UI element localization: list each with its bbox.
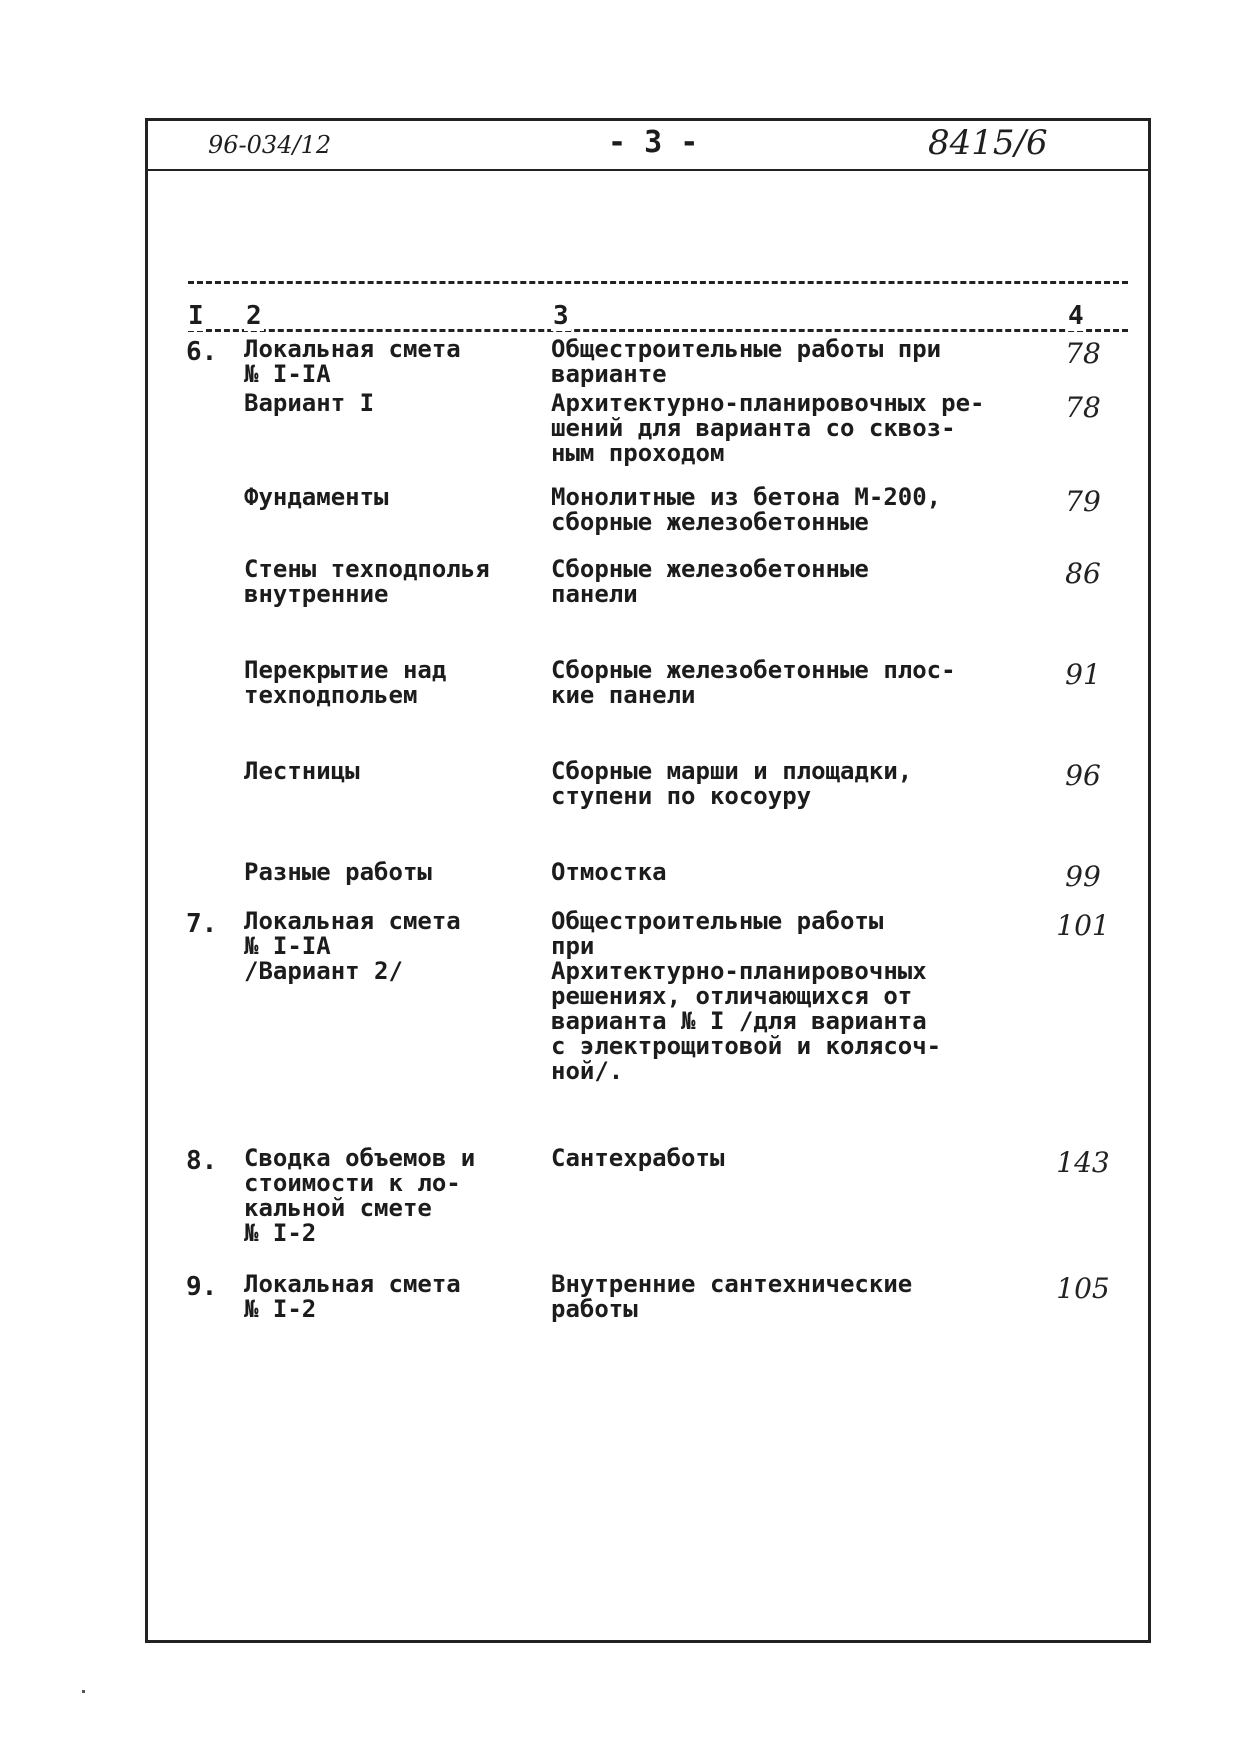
scan-speck — [82, 1690, 85, 1693]
row-description: Сантехработы — [551, 1144, 725, 1172]
column-header-4: 4 — [1068, 301, 1084, 331]
row-name: Лестницы — [244, 757, 360, 785]
row-description: Отмостка — [551, 858, 667, 886]
header-doc-number: 8415/6 — [928, 123, 1048, 163]
row-page: 143 — [1056, 1146, 1110, 1179]
row-description: Сборные железобетонные плос- кие панели — [551, 656, 956, 709]
row-name: Локальная смета № I-IA — [244, 335, 461, 388]
row-page: 105 — [1056, 1272, 1110, 1305]
row-description: Сборные марши и площадки, ступени по косоуру — [551, 757, 913, 810]
row-page: 96 — [1065, 759, 1101, 792]
row-page: 99 — [1065, 860, 1101, 893]
row-page: 91 — [1065, 658, 1101, 691]
row-number: 7. — [186, 909, 218, 939]
row-description: Внутренние сантехнические работы — [551, 1270, 913, 1323]
column-header-1: I — [188, 301, 204, 331]
row-page: 79 — [1065, 485, 1101, 518]
row-page: 86 — [1065, 557, 1101, 590]
column-header-2: 2 — [246, 301, 262, 331]
row-number: 6. — [186, 337, 218, 367]
column-header-3: 3 — [553, 301, 569, 331]
row-description: Общестроительные работы при варианте — [551, 335, 942, 388]
row-description: Общестроительные работы при Архитектурно-планировочных решениях, отличающихся от варианта № I /для варианта с электрощитовой и колясоч- ной/. — [551, 907, 942, 1085]
row-name: Вариант I — [244, 389, 375, 417]
row-name: Локальная смета № I-2 — [244, 1270, 461, 1323]
row-name: Стены техподполья внутренние — [244, 555, 490, 608]
page-number: - 3 - — [608, 125, 699, 160]
row-page: 78 — [1065, 337, 1101, 370]
row-page: 101 — [1056, 909, 1110, 942]
row-name: Фундаменты — [244, 483, 389, 511]
row-description: Сборные железобетонные панели — [551, 555, 869, 608]
row-description: Архитектурно-планировочных ре- шений для варианта со сквоз- ным проходом — [551, 389, 985, 467]
row-name: Локальная смета № I-IA /Вариант 2/ — [244, 907, 461, 985]
row-number: 9. — [186, 1272, 218, 1302]
row-name: Разные работы — [244, 858, 432, 886]
row-name: Сводка объемов и стоимости к ло- кальной смете № I-2 — [244, 1144, 476, 1247]
row-page: 78 — [1065, 391, 1101, 424]
row-description: Монолитные из бетона М-200, сборные железобетонные — [551, 483, 942, 536]
table-body — [148, 121, 1148, 1640]
header-code: 96-034/12 — [208, 131, 332, 159]
page-frame — [145, 118, 1151, 1643]
row-number: 8. — [186, 1146, 218, 1176]
row-name: Перекрытие над техподпольем — [244, 656, 447, 709]
